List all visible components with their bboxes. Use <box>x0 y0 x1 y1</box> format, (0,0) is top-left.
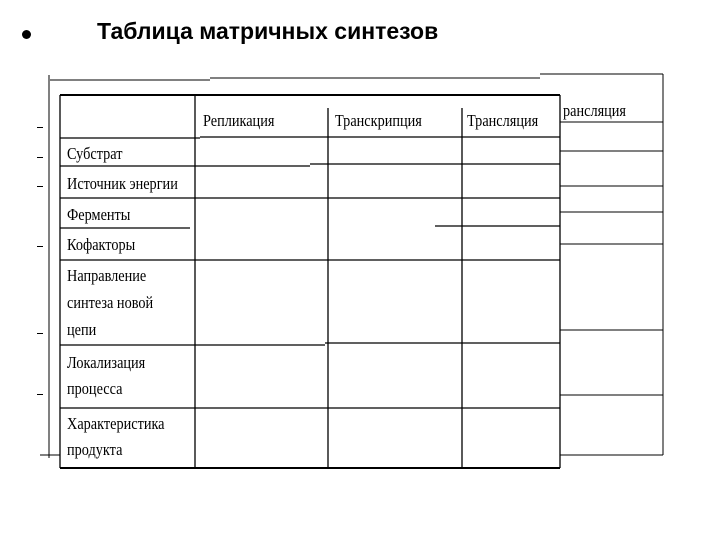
frame-tick <box>37 157 43 158</box>
row-label-line: Характеристика <box>67 414 165 433</box>
row-label-energy-source: Источник энергии <box>67 174 178 193</box>
row-label-line: Направление <box>67 266 147 285</box>
row-label-process-localization <box>67 352 145 400</box>
frame-tick <box>37 246 43 247</box>
frame-tick <box>37 394 43 395</box>
row-label-line: продукта <box>67 440 123 459</box>
column-header-translation-overlap: ранcляция <box>563 101 627 120</box>
column-header-translation: Трансляция <box>467 111 539 130</box>
row-label-substrate: Субстрат <box>67 144 123 163</box>
column-header-replication: Репликация <box>203 111 275 130</box>
frame-tick <box>37 127 43 128</box>
row-label-line: Локализация <box>67 353 146 372</box>
row-label-line: синтеза новой <box>67 293 154 312</box>
row-label-product-characteristic <box>67 413 165 461</box>
row-label-line: цепи <box>67 320 97 339</box>
frame-tick <box>37 333 43 334</box>
row-label-enzymes: Ферменты <box>67 205 131 224</box>
row-label-line: процесса <box>67 379 123 398</box>
row-label-synthesis-direction <box>67 265 153 341</box>
slide-title: Таблица матричных синтезов <box>97 18 439 44</box>
frame-tick <box>37 186 43 187</box>
column-header-transcription: Транскрипция <box>335 111 422 130</box>
row-label-cofactors: Кофакторы <box>67 235 136 254</box>
